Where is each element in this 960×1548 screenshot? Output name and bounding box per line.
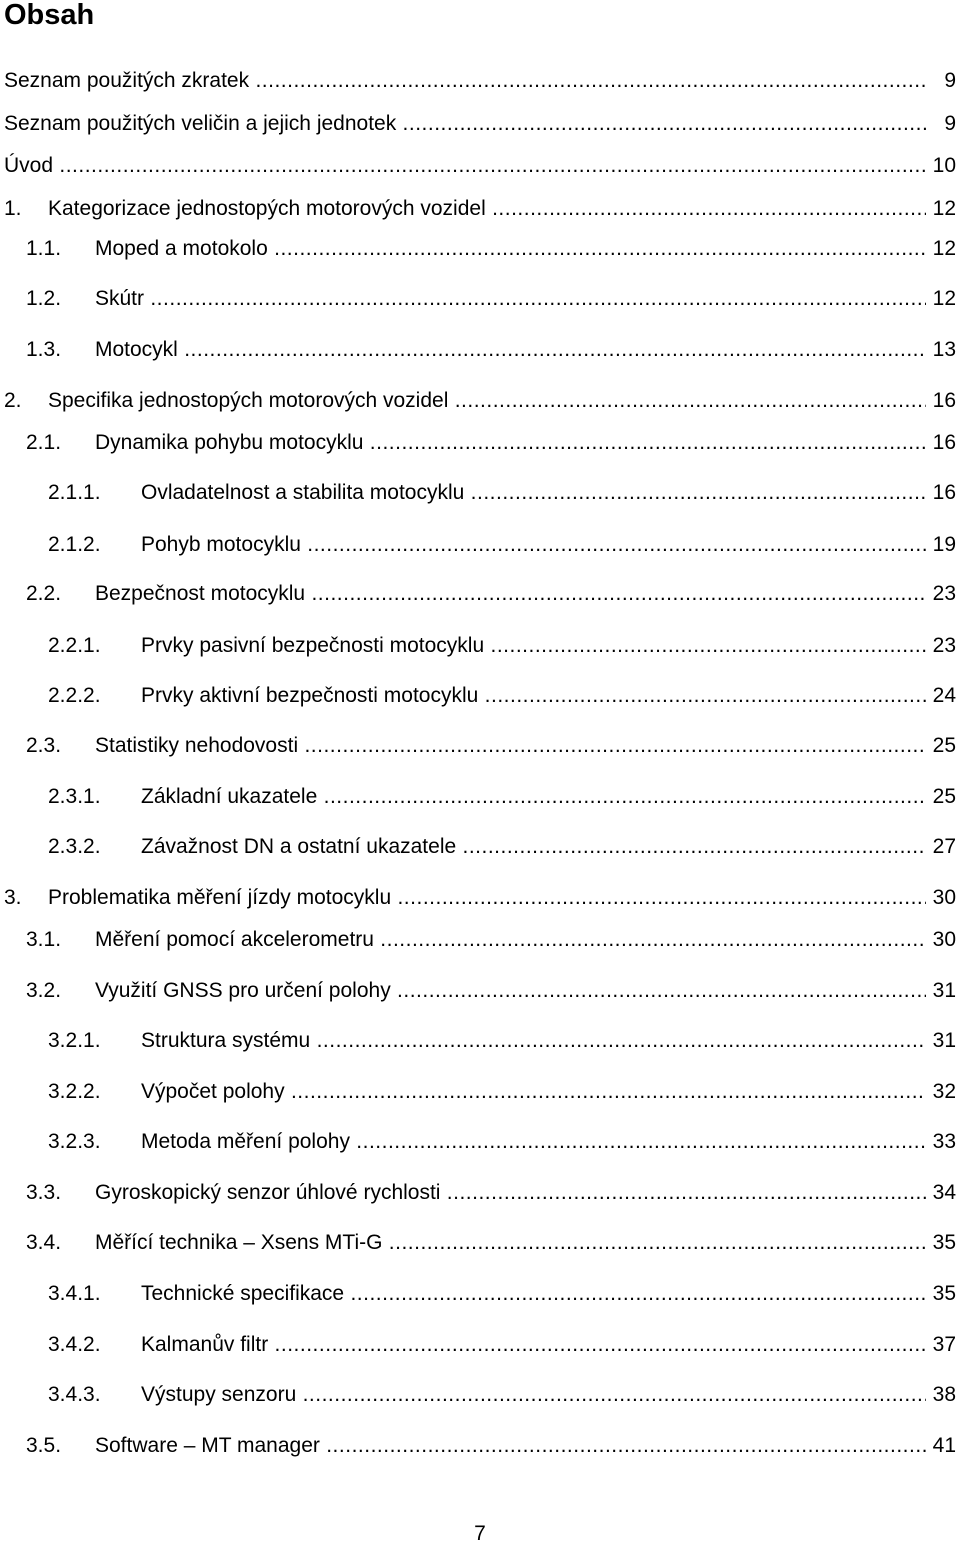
toc-entry[interactable] bbox=[0, 67, 958, 95]
toc-entry-number: 3.2.3. bbox=[48, 1130, 101, 1153]
toc-entry-label: Metoda měření polohy ..... bbox=[141, 1128, 926, 1156]
toc-entry[interactable] bbox=[0, 1280, 958, 1308]
toc-entry-label: Struktura systému ..... bbox=[141, 1027, 926, 1055]
toc-entry-number: 2.2.2. bbox=[48, 684, 101, 707]
toc-entry-number: 2.1. bbox=[26, 431, 62, 454]
toc-entry-label: Měření pomocí akcelerometru ..... bbox=[95, 926, 926, 954]
toc-entry-label: Kategorizace jednostopých motorových vozidel ..... bbox=[48, 195, 926, 223]
toc-entry-label: Pohyb motocyklu ..... bbox=[141, 531, 926, 559]
toc-entry-label: Problematika měření jízdy motocyklu ..... bbox=[48, 884, 926, 912]
toc-entry-number: 3.2.1. bbox=[48, 1029, 101, 1052]
toc-entry[interactable] bbox=[0, 531, 958, 559]
toc-entry-label: Závažnost DN a ostatní ukazatele ..... bbox=[141, 833, 926, 861]
toc-entry-page: 35 bbox=[932, 1282, 956, 1305]
toc-entry[interactable] bbox=[0, 833, 958, 861]
toc-entry-page: 32 bbox=[932, 1080, 956, 1103]
toc-entry[interactable] bbox=[0, 235, 958, 263]
toc-entry-page: 9 bbox=[944, 69, 956, 92]
toc-entry-number: 3.4.1. bbox=[48, 1282, 101, 1305]
toc-entry-number: 2.1.2. bbox=[48, 533, 101, 556]
toc-entry-label: Využití GNSS pro určení polohy ..... bbox=[95, 977, 926, 1005]
toc-entry[interactable] bbox=[0, 1381, 958, 1409]
toc-entry-number: 2.2. bbox=[26, 582, 62, 605]
toc-entry-label: Úvod ..... bbox=[4, 152, 926, 180]
toc-entry-page: 30 bbox=[932, 886, 956, 909]
toc-entry-label: Gyroskopický senzor úhlové rychlosti ..... bbox=[95, 1179, 926, 1207]
toc-entry-label: Statistiky nehodovosti ..... bbox=[95, 732, 926, 760]
toc-entry-number: 1.2. bbox=[26, 287, 62, 310]
toc-entry-page: 13 bbox=[932, 338, 956, 361]
toc-entry[interactable] bbox=[0, 387, 958, 415]
toc-entry-page: 10 bbox=[932, 154, 956, 177]
toc-entry-label: Výstupy senzoru ..... bbox=[141, 1381, 926, 1409]
toc-entry-page: 16 bbox=[932, 389, 956, 412]
toc-entry[interactable] bbox=[0, 479, 958, 507]
toc-entry[interactable] bbox=[0, 1432, 958, 1460]
toc-entry[interactable] bbox=[0, 336, 958, 364]
toc-entry-page: 19 bbox=[932, 533, 956, 556]
toc-entry[interactable] bbox=[0, 285, 958, 313]
toc-entry-page: 24 bbox=[932, 684, 956, 707]
toc-entry-label: Technické specifikace ..... bbox=[141, 1280, 926, 1308]
toc-entry[interactable] bbox=[0, 632, 958, 660]
toc-entry-number: 2.3.1. bbox=[48, 785, 101, 808]
toc-entry-page: 38 bbox=[932, 1383, 956, 1406]
toc-entry-label: Měřící technika – Xsens MTi-G ..... bbox=[95, 1229, 926, 1257]
toc-entry-page: 30 bbox=[932, 928, 956, 951]
toc-entry-label: Bezpečnost motocyklu ..... bbox=[95, 580, 926, 608]
toc-entry-number: 1.1. bbox=[26, 237, 62, 260]
toc-entry[interactable] bbox=[0, 926, 958, 954]
toc-entry-label: Dynamika pohybu motocyklu ..... bbox=[95, 429, 926, 457]
toc-entry-label: Specifika jednostopých motorových vozidel ..... bbox=[48, 387, 926, 415]
toc-entry-page: 31 bbox=[932, 979, 956, 1002]
toc-entry-number: 3.4. bbox=[26, 1231, 62, 1254]
toc-entry[interactable] bbox=[0, 682, 958, 710]
toc-entry-number: 2. bbox=[4, 389, 22, 412]
toc-entry-label: Seznam použitých zkratek ..... bbox=[4, 67, 926, 95]
toc-entry-page: 23 bbox=[932, 634, 956, 657]
toc-entry-number: 1.3. bbox=[26, 338, 62, 361]
toc-entry-page: 31 bbox=[932, 1029, 956, 1052]
toc-entry-page: 25 bbox=[932, 785, 956, 808]
toc-entry-page: 12 bbox=[932, 197, 956, 220]
toc-entry-label: Software – MT manager ..... bbox=[95, 1432, 926, 1460]
toc-entry-number: 2.1.1. bbox=[48, 481, 101, 504]
toc-entry-label: Základní ukazatele ..... bbox=[141, 783, 926, 811]
toc-entry[interactable] bbox=[0, 1331, 958, 1359]
toc-entry-number: 3.4.2. bbox=[48, 1333, 101, 1356]
toc-entry-label: Moped a motokolo ..... bbox=[95, 235, 926, 263]
toc-entry-label: Kalmanův filtr ..... bbox=[141, 1331, 926, 1359]
toc-entry-page: 23 bbox=[932, 582, 956, 605]
toc-entry-page: 35 bbox=[932, 1231, 956, 1254]
toc-entry[interactable] bbox=[0, 783, 958, 811]
toc-entry-page: 12 bbox=[932, 287, 956, 310]
toc-entry-number: 3.1. bbox=[26, 928, 62, 951]
toc-entry-number: 3.4.3. bbox=[48, 1383, 101, 1406]
toc-entry-number: 3.3. bbox=[26, 1181, 62, 1204]
toc-entry-number: 3.5. bbox=[26, 1434, 62, 1457]
toc-entry[interactable] bbox=[0, 1179, 958, 1207]
toc-entry-page: 37 bbox=[932, 1333, 956, 1356]
toc-entry[interactable] bbox=[0, 732, 958, 760]
page-title: Obsah bbox=[4, 0, 95, 31]
toc-entry[interactable] bbox=[0, 152, 958, 180]
toc-entry-label: Výpočet polohy ..... bbox=[141, 1078, 926, 1106]
toc-entry-label: Ovladatelnost a stabilita motocyklu ..... bbox=[141, 479, 926, 507]
toc-entry-page: 16 bbox=[932, 481, 956, 504]
toc-entry[interactable] bbox=[0, 1128, 958, 1156]
toc-entry[interactable] bbox=[0, 1078, 958, 1106]
toc-entry[interactable] bbox=[0, 1229, 958, 1257]
toc-entry[interactable] bbox=[0, 1027, 958, 1055]
toc-entry-label: Skútr ..... bbox=[95, 285, 926, 313]
toc-entry-page: 9 bbox=[944, 112, 956, 135]
toc-entry-number: 2.3. bbox=[26, 734, 62, 757]
toc-entry-label: Prvky pasivní bezpečnosti motocyklu ..... bbox=[141, 632, 926, 660]
toc-entry[interactable] bbox=[0, 429, 958, 457]
toc-entry-page: 27 bbox=[932, 835, 956, 858]
toc-entry[interactable] bbox=[0, 884, 958, 912]
toc-entry[interactable] bbox=[0, 195, 958, 223]
toc-entry-page: 12 bbox=[932, 237, 956, 260]
toc-entry-number: 3.2. bbox=[26, 979, 62, 1002]
toc-entry-number: 3.2.2. bbox=[48, 1080, 101, 1103]
toc-entry[interactable] bbox=[0, 110, 958, 138]
toc-entry-number: 3. bbox=[4, 886, 22, 909]
toc-entry-label: Motocykl ..... bbox=[95, 336, 926, 364]
toc-entry-number: 2.3.2. bbox=[48, 835, 101, 858]
toc-entry[interactable] bbox=[0, 580, 958, 608]
toc-entry-page: 33 bbox=[932, 1130, 956, 1153]
toc-entry-page: 25 bbox=[932, 734, 956, 757]
toc-entry-label: Seznam použitých veličin a jejich jednotek ..... bbox=[4, 110, 926, 138]
toc-entry[interactable] bbox=[0, 977, 958, 1005]
toc-entry-number: 2.2.1. bbox=[48, 634, 101, 657]
toc-entry-label: Prvky aktivní bezpečnosti motocyklu ..... bbox=[141, 682, 926, 710]
toc-entry-number: 1. bbox=[4, 197, 22, 220]
page-number: 7 bbox=[474, 1522, 486, 1545]
toc-entry-page: 41 bbox=[932, 1434, 956, 1457]
toc-entry-page: 16 bbox=[932, 431, 956, 454]
toc-entry-page: 34 bbox=[932, 1181, 956, 1204]
